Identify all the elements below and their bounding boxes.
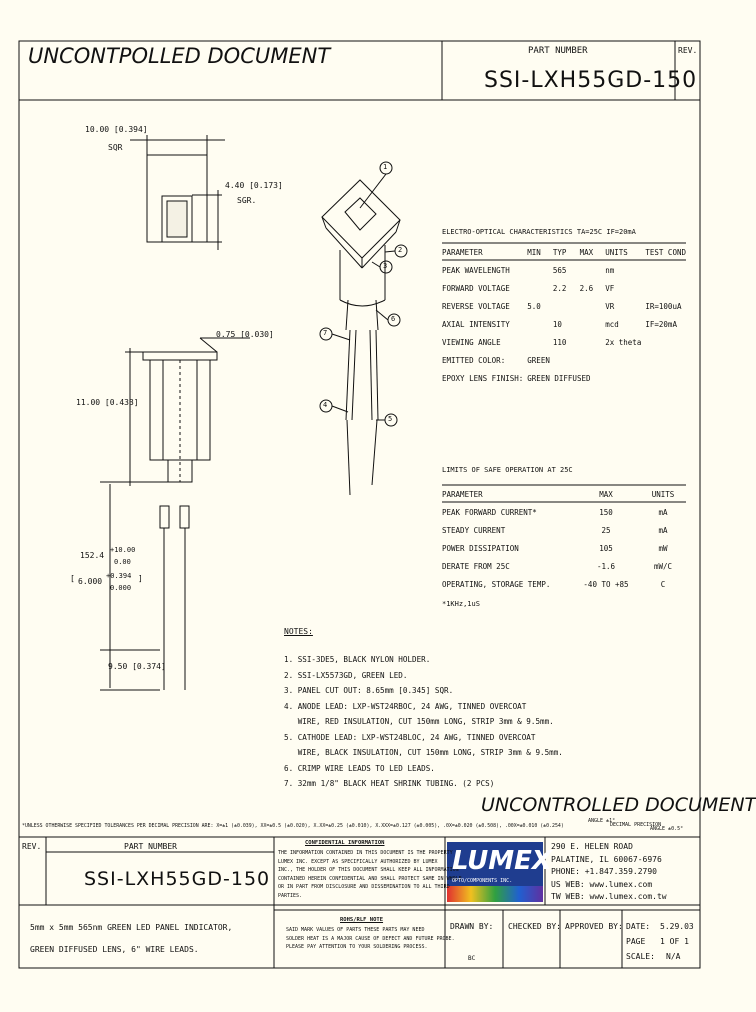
- list-item: 1. SSI-3DE5, BLACK NYLON HOLDER.: [284, 655, 431, 664]
- eo-cell: [525, 333, 551, 351]
- eo-cell: EMITTED COLOR:: [442, 355, 506, 365]
- lim-cell: OPERATING, STORAGE TEMP.: [442, 579, 551, 589]
- lim-cell: STEADY CURRENT: [442, 525, 506, 535]
- limits-title: LIMITS OF SAFE OPERATION AT 25C: [442, 466, 573, 474]
- eo-cell: [578, 315, 604, 333]
- date-value: 5.29.03: [660, 922, 694, 931]
- confidential-line: PARTIES.: [278, 892, 303, 899]
- eo-cell: GREEN DIFFUSED: [527, 373, 591, 383]
- lim-cell: C: [660, 579, 666, 589]
- dim-lead-mm-tol-minus: 0.00: [114, 558, 131, 566]
- eo-cell: nm: [605, 265, 615, 275]
- lim-cell: mW/C: [653, 561, 673, 571]
- decimal-note-right: ANGLE ±0.5°: [650, 826, 684, 832]
- eo-cell: EPOXY LENS FINISH:: [442, 373, 524, 383]
- eo-cell: IR=100uA: [645, 301, 682, 311]
- eo-cell: [551, 297, 578, 315]
- date-label: DATE:: [626, 922, 651, 931]
- eo-h-test: TEST COND: [645, 247, 686, 257]
- list-item: WIRE, RED INSULATION, CUT 150mm LONG, STRIP 3mm & 9.5mm.: [284, 717, 554, 726]
- lim-cell: DERATE FROM 25C: [442, 561, 510, 571]
- callout-5: 5: [388, 415, 393, 423]
- dim-lead-mm: 152.4: [80, 551, 105, 560]
- dim-lead-in-tol-plus: +0.394: [106, 572, 132, 580]
- eo-cell: [525, 279, 551, 297]
- logo-text: LUMEX: [452, 846, 552, 876]
- rohs-title: ROHS/RLF NOTE: [340, 917, 384, 923]
- eo-cell: REVERSE VOLTAGE: [442, 301, 510, 311]
- scale-label: SCALE:: [626, 952, 655, 961]
- list-item: 7. 32mm 1/8" BLACK HEAT SHRINK TUBING. (2 PCS): [284, 779, 495, 788]
- table-row: [440, 539, 688, 557]
- list-item: 3. PANEL CUT OUT: 8.65mm [0.345] SQR.: [284, 686, 454, 695]
- eo-cell: VR: [605, 301, 615, 311]
- list-item: 4. ANODE LEAD: LXP-WST24RBOC, 24 AWG, TINNED OVERCOAT: [284, 701, 527, 711]
- dim-height: 11.00 [0.433]: [76, 398, 139, 407]
- dim-window: 4.40 [0.173]: [225, 181, 283, 190]
- callout-4: 4: [323, 401, 328, 409]
- eo-cell: [643, 261, 688, 279]
- bracket-right: ]: [138, 574, 143, 583]
- dim-lead-in: 6.000: [78, 577, 103, 586]
- eo-cell: 565: [552, 265, 567, 275]
- address-line: PHONE: +1.847.359.2790: [551, 867, 657, 876]
- tolerance-note: *UNLESS OTHERWISE SPECIFIED TOLERANCES PER DECIMAL PRECISION ARE: X=±1 (±0.039), XX=±0.5 (±0.020), X.XX=±0.25 (±0.010), X.XXX=±0.127 (±0.005), .0X=±0.020 (±0.508), .00X=±0.010 (±0.254): [22, 823, 564, 829]
- rohs-line: SAID MARK VALUES OF PARTS THESE PARTS MAY NEED: [286, 927, 425, 933]
- part-number: SSI-LXH55GD-150: [484, 68, 698, 93]
- lim-cell: -1.6: [596, 561, 616, 571]
- table-row: [440, 503, 688, 521]
- lim-h-param: PARAMETER: [442, 489, 483, 499]
- eo-cell: GREEN: [527, 355, 550, 365]
- callout-3: 3: [383, 262, 388, 270]
- table-row: [440, 333, 688, 351]
- eo-cell: PEAK WAVELENGTH: [442, 265, 510, 275]
- notes-title: NOTES:: [284, 627, 313, 636]
- dim-lead-mm-tol-plus: +10.00: [110, 546, 136, 554]
- eo-cell: [578, 261, 604, 279]
- table-row: [440, 369, 688, 387]
- lim-cell: 25: [601, 525, 611, 535]
- table-row: [440, 315, 688, 333]
- confidential-title: CONFIDENTIAL INFORMATION: [305, 840, 385, 846]
- lim-cell: POWER DISSIPATION: [442, 543, 519, 553]
- lim-cell: mA: [658, 525, 668, 535]
- table-row: [440, 557, 688, 575]
- limits-header-row: [440, 485, 688, 503]
- rohs-line: PLEASE PAY ATTENTION TO YOUR SOLDERING PROCESS.: [286, 944, 428, 950]
- table-row: [440, 351, 688, 369]
- limits-table: [440, 485, 688, 593]
- description-line: GREEN DIFFUSED LENS, 6" WIRE LEADS.: [30, 945, 199, 954]
- address-line: PALATINE, IL 60067-6976: [551, 854, 662, 864]
- lim-cell: -40 TO +85: [583, 579, 629, 589]
- description: [30, 917, 232, 961]
- eo-cell: [525, 261, 551, 279]
- eo-cell: [643, 279, 688, 297]
- callout-7: 7: [323, 329, 328, 337]
- eo-title: ELECTRO-OPTICAL CHARACTERISTICS TA=25C IF=20mA: [442, 228, 636, 236]
- decimal-note-mid: DECIMAL PRECISION: [610, 822, 662, 828]
- eo-h-units: UNITS: [605, 247, 628, 257]
- dim-width: 10.00 [0.394]: [85, 125, 148, 134]
- logo-tagline: OPTO/COMPONENTS INC.: [452, 878, 513, 884]
- dim-strip: 9.50 [0.374]: [108, 662, 166, 671]
- list-item: 2. SSI-LX5573GD, GREEN LED.: [284, 670, 408, 680]
- table-row: [440, 297, 688, 315]
- eo-header-row: [440, 243, 688, 261]
- eo-cell: [578, 333, 604, 351]
- eo-h-max: MAX: [579, 247, 594, 257]
- rohs-line: SOLDER HEAT IS A MAJOR CAUSE OF DEFECT AND FUTURE PROBE.: [286, 935, 455, 942]
- list-item: WIRE, BLACK INSULATION, CUT 150mm LONG, STRIP 3mm & 9.5mm.: [284, 748, 563, 757]
- bracket-left: [: [70, 574, 75, 583]
- limits-footnote: *1KHz,1uS: [442, 600, 480, 608]
- address-line: TW WEB: www.lumex.com.tw: [551, 892, 667, 901]
- eo-cell: 10: [552, 319, 562, 329]
- drawn-by: BC: [468, 955, 476, 962]
- part-number-label: PART NUMBER: [528, 46, 588, 56]
- eo-cell: FORWARD VOLTAGE: [442, 283, 510, 293]
- confidential-line: OR IN PART FROM DISCLOSURE AND DISSEMINATION TO ALL THIRD: [278, 884, 450, 890]
- eo-cell: VIEWING ANGLE: [442, 337, 501, 347]
- lim-cell: mA: [658, 507, 668, 517]
- eo-h-param: PARAMETER: [442, 247, 483, 257]
- eo-table: [440, 243, 688, 387]
- eo-cell: 110: [552, 337, 567, 347]
- eo-cell: mcd: [605, 319, 619, 329]
- confidential-line: LUMEX INC. EXCEPT AS SPECIFICALLY AUTHORIZED BY LUMEX: [278, 858, 438, 865]
- address-line: US WEB: www.lumex.com: [551, 879, 653, 889]
- eo-h-min: MIN: [527, 247, 541, 257]
- table-row: [440, 575, 688, 593]
- rohs-text: [286, 926, 455, 952]
- address-line: 290 E. HELEN ROAD: [551, 842, 633, 851]
- watermark-top: UNCONTPOLLED DOCUMENT: [28, 44, 331, 68]
- table-row: [440, 279, 688, 297]
- rev-label: REV.: [678, 46, 698, 55]
- scale-value: N/A: [666, 952, 681, 961]
- eo-cell: 5.0: [527, 301, 541, 311]
- eo-cell: VF: [605, 283, 615, 293]
- list-item: 6. CRIMP WIRE LEADS TO LED LEADS.: [284, 763, 435, 773]
- watermark-bottom: UNCONTROLLED DOCUMENT: [481, 794, 756, 816]
- dim-width-sqr: SQR: [108, 143, 123, 152]
- lim-cell: PEAK FORWARD CURRENT*: [442, 507, 537, 517]
- callout-6: 6: [391, 315, 396, 323]
- eo-cell: [525, 315, 551, 333]
- confidential-line: THE INFORMATION CONTAINED IN THIS DOCUMENT IS THE PROPERTY OF: [278, 850, 462, 856]
- dim-flange: 0.75 [0.030]: [216, 330, 274, 339]
- callout-2: 2: [398, 246, 403, 254]
- table-row: [440, 261, 688, 279]
- eo-cell: 2.2: [552, 283, 567, 293]
- lim-h-max: MAX: [599, 489, 613, 499]
- tb-rev-label: REV.: [22, 842, 42, 851]
- tb-part-number-label: PART NUMBER: [124, 842, 177, 851]
- eo-cell: [643, 333, 688, 351]
- eo-cell: 2x theta: [605, 337, 642, 347]
- table-row: [440, 521, 688, 539]
- drawn-by-label: DRAWN BY:: [450, 922, 494, 931]
- callout-1: 1: [383, 163, 388, 171]
- confidential-line: CONTAINED HEREIN CONFIDENTIAL AND SHALL PROTECT SAME IN WHOLE: [278, 875, 462, 882]
- dim-lead-in-tol-minus: 0.000: [110, 584, 132, 592]
- dim-window-sqr: SGR.: [237, 196, 257, 205]
- approved-by-label: APPROVED BY:: [565, 922, 623, 931]
- page-value: 1 OF 1: [660, 937, 689, 946]
- eo-h-typ: TYP: [552, 247, 567, 257]
- eo-cell: [578, 297, 604, 315]
- eo-cell: 2.6: [579, 283, 594, 293]
- confidential-text: [278, 849, 462, 900]
- lim-h-units: UNITS: [651, 489, 675, 499]
- lim-cell: mW: [658, 543, 668, 553]
- description-line: 5mm x 5mm 565nm GREEN LED PANEL INDICATOR,: [30, 923, 233, 932]
- page-label: PAGE: [626, 937, 646, 946]
- address-block: [551, 841, 667, 904]
- list-item: 5. CATHODE LEAD: LXP-WST24BLOC, 24 AWG, TINNED OVERCOAT: [284, 732, 536, 742]
- confidential-line: INC., THE HOLDER OF THIS DOCUMENT SHALL KEEP ALL INFORMATION: [278, 867, 459, 873]
- lim-cell: 150: [599, 507, 613, 517]
- checked-by-label: CHECKED BY:: [508, 922, 561, 931]
- eo-cell: AXIAL INTENSITY: [442, 319, 510, 329]
- tb-part-number: SSI-LXH55GD-150: [84, 868, 271, 890]
- decimal-note-left: ANGLE ±1°: [588, 818, 616, 824]
- lim-cell: 105: [599, 543, 613, 553]
- notes-list: [284, 655, 563, 795]
- eo-cell: IF=20mA: [645, 319, 677, 329]
